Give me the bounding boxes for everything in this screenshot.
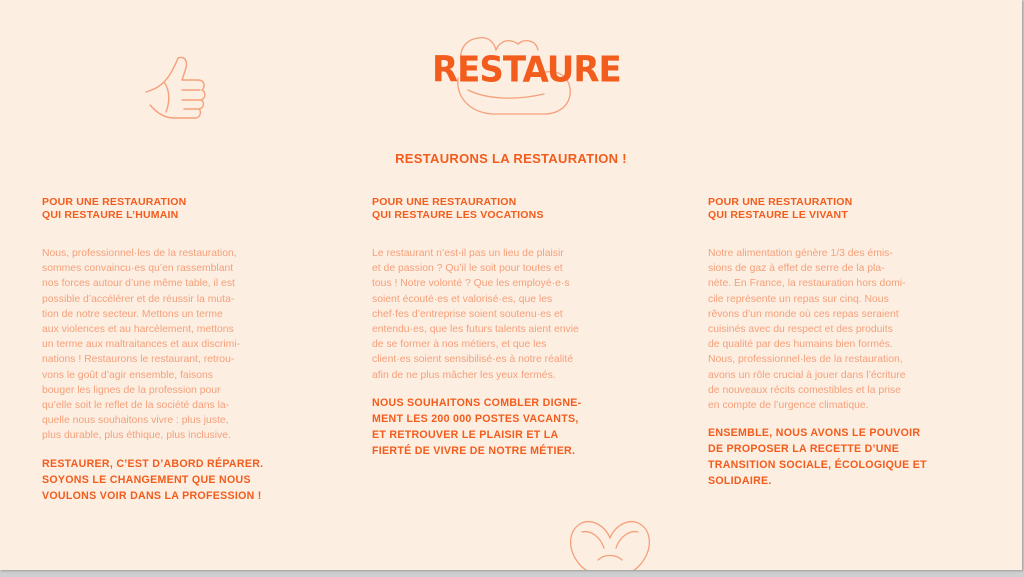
column-title: POUR UNE RESTAURATION QUI RESTAURE L’HUMAIN [42, 196, 187, 221]
column-humain [42, 196, 322, 504]
heart-hands-icon [560, 508, 660, 570]
column-body: Nous, professionnel·les de la restauration, sommes convaincu·es qu’en rassemblant nos forces autour d’une même table, il est possible d’accélérer et de réussir la muta- tion de notre secteur. Mettons un terme aux violences et au harcèlement, mettons un terme aux maltraitances et aux discrimi- nations ! Restaurons le restaurant, retrou- vons le goût d’agir ensemble, faisons bouger les lignes de la profession pour qu’elle soit le reflet de la société dans la- quelle nous souhaitons vivre : plus juste, plus durable, plus éthique, plus inclusive. [42, 248, 241, 442]
thumbs-up-icon [140, 50, 222, 132]
column-title: POUR UNE RESTAURATION QUI RESTAURE LE VIVANT [708, 196, 853, 221]
column-body: Le restaurant n’est-il pas un lieu de plaisir et de passion ? Qu’il le soit pour toutes et tous ! Notre volonté ? Que les employé·e·s soient écouté·es et valorisé·es, que les chef·fes d’entreprise soient soutenu·es et entendu·es, que les futurs talents aient envie de se former à nos métiers, et que les client·es soient sensibilisé·es à notre réalité afin de ne plus mâcher les yeux fermés. [372, 248, 579, 381]
column-highlight: RESTAURER, C’EST D’ABORD RÉPARER. SOYONS LE CHANGEMENT QUE NOUS VOULONS VOIR DANS LA PROFESSION ! [42, 457, 264, 502]
column-vocations [372, 196, 652, 459]
column-vivant [708, 196, 988, 489]
logo: RESTAURE [432, 49, 621, 91]
column-highlight: NOUS SOUHAITONS COMBLER DIGNE- MENT LES 200 000 POSTES VACANTS, ET RETROUVER LE PLAISIR ET LA FIERTÉ DE VIVRE DE NOTRE MÉTIER. [372, 396, 582, 457]
column-highlight: ENSEMBLE, NOUS AVONS LE POUVOIR DE PROPOSER LA RECETTE D’UNE TRANSITION SOCIALE, ÉCOLOGIQUE ET SOLIDAIRE. [708, 427, 927, 488]
column-body: Notre alimentation génère 1/3 des émis- sions de gaz à effet de serre de la pla- nète. En France, la restauration hors domi- cile représente un repas sur cinq. Nous rêvons d’un monde où ces repas seraient cuisinés avec du respect et des produits de qualité par des humains bien formés. Nous, professionnel·les de la restauration, avons un rôle crucial à jouer dans l’écriture de nouveaux récits comestibles et la prise en compte de l’urgence climatique. [708, 248, 906, 412]
column-title: POUR UNE RESTAURATION QUI RESTAURE LES VOCATIONS [372, 196, 544, 221]
page-title: RESTAURONS LA RESTAURATION ! [395, 151, 627, 166]
